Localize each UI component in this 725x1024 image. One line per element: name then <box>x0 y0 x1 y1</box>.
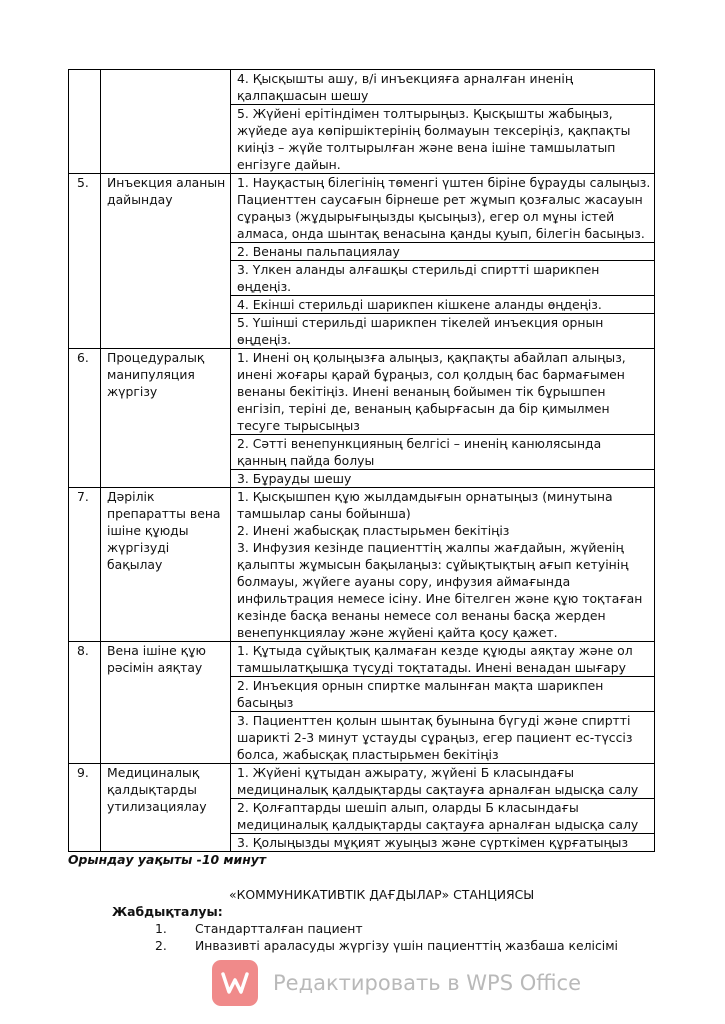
step-text: 3. Үлкен аланды алғашқы стерильді спиртті шарикпен өңдеңіз. <box>231 261 655 296</box>
station-title: «КОММУНИКАТИВТІК ДАҒДЫЛАР» СТАНЦИЯСЫ <box>229 887 535 902</box>
stage-name: Дәрілік препаратты вена ішіне құюды жүргізуді бақылау <box>101 488 231 642</box>
table-row <box>69 174 655 243</box>
step-number: 8. <box>69 642 101 764</box>
step-text: 2. Сәтті венепункцияның белгісі – иненің канюлясында қанның пайда болуы <box>231 435 655 470</box>
step-text: 5. Жүйені ерітіндімен толтырыңыз. Қысқышты жабыңыз, жүйеде ауа көпіршіктерінің болмауын тексеріңіз, қақпақты киіңіз – жүйе толтырылған және вена ішіне тамшылатып енгізуге дайын. <box>231 105 655 174</box>
step-number: 9. <box>69 764 101 852</box>
equipment-list <box>155 920 618 954</box>
step-text: 3. Бұрауды шешу <box>231 470 655 488</box>
step-number <box>69 70 101 174</box>
table-row <box>69 349 655 435</box>
step-text: 3. Қолыңызды мұқият жуыңыз және сүрткімен құрғатыңыз <box>231 834 655 852</box>
list-item: 2. Инвазивті араласуды жүргізу үшін пациенттің жазбаша келісімі <box>155 938 618 953</box>
procedure-table <box>68 69 655 852</box>
wps-edit-label[interactable]: Редактировать в WPS Office <box>273 971 582 995</box>
step-number: 5. <box>69 174 101 349</box>
step-text: 5. Үшінші стерильді шарикпен тікелей инъекция орнын өңдеңіз. <box>231 314 655 349</box>
step-text: 2. Қолғаптарды шешіп алып, оларды Б класындағы медициналық қалдықтарды сақтауға арналған ыдысқа салу <box>231 799 655 834</box>
equipment-heading: Жабдықталуы: <box>112 904 223 919</box>
wps-edit-banner[interactable] <box>212 958 581 1008</box>
step-text: 1. Науқастың білегінің төменгі үштен біріне бұрауды салыңыз. Пациенттен саусағын бірнеше рет жұмып қозғалыс жасауын сұраңыз (жұдырығыңызды қысыңыз), егер ол мұны істей алмаса, онда шынтақ венасына қанды қуып, білегін басыңыз. <box>231 174 655 243</box>
table-row <box>69 764 655 799</box>
step-text: 1. Құтыда сұйықтық қалмаған кезде құюды аяқтау және ол тамшылатқышқа түсуді тоқтатады. Инені венадан шығару <box>231 642 655 677</box>
step-number: 7. <box>69 488 101 642</box>
step-text: 1. Инені оң қолыңызға алыңыз, қақпақты абайлап алыңыз, инені жоғары қарай бұраңыз, сол қолдың бас бармағымен венаны бекітіңіз. Инені венаның бойымен тік бұрышпен енгізіп, теріні де, венаның қабырғасын да бір қимылмен тесуге тырысыңыз <box>231 349 655 435</box>
execution-time: Орындау уақыты -10 минут <box>68 852 267 867</box>
stage-name: Медициналық қалдықтарды утилизациялау <box>101 764 231 852</box>
step-text: 3. Пациенттен қолын шынтақ буынына бүгуді және спиртті шарикті 2-3 минут ұстауды сұраңыз, егер пациент ес-түссіз болса, жабысқақ пластырьмен бекітіңіз <box>231 712 655 764</box>
step-text: 2. Инъекция орнын спиртке малынған мақта шарикпен басыңыз <box>231 677 655 712</box>
stage-name: Процедуралық манипуляция жүргізу <box>101 349 231 488</box>
wps-logo-icon <box>212 960 258 1006</box>
table-row <box>69 70 655 105</box>
step-number: 6. <box>69 349 101 488</box>
step-text: 1. Қысқышпен құю жылдамдығын орнатыңыз (минутына тамшылар саны бойынша) 2. Инені жабысқақ пластырьмен бекітіңіз 3. Инфузия кезінде пациенттің жалпы жағдайын, жүйенің қалыпты жұмысын бақылаңыз: сұйықтықтың ағып кетуінің болмауы, жүйеге ауаны сору, инфузия аймағында инфильтрация немесе ісіну. Ине бітелген және құю тоқтаған кезінде басқа венаны немесе сол венаны басқа жерден венепункциялау және жүйені қайта қосу қажет. <box>231 488 655 642</box>
table-row <box>69 488 655 642</box>
step-text: 4. Екінші стерильді шарикпен кішкене аланды өңдеңіз. <box>231 296 655 314</box>
stage-name: Вена ішіне құю рәсімін аяқтау <box>101 642 231 764</box>
list-item: 1. Стандартталған пациент <box>155 921 363 936</box>
stage-name: Инъекция аланын дайындау <box>101 174 231 349</box>
step-text: 1. Жүйені құтыдан ажырату, жүйені Б класындағы медициналық қалдықтарды сақтауға арналған ыдысқа салу <box>231 764 655 799</box>
step-text: 2. Венаны пальпациялау <box>231 243 655 261</box>
table-row <box>69 642 655 677</box>
step-text: 4. Қысқышты ашу, в/і инъекцияға арналған иненің қалпақшасын шешу <box>231 70 655 105</box>
stage-name <box>101 70 231 174</box>
